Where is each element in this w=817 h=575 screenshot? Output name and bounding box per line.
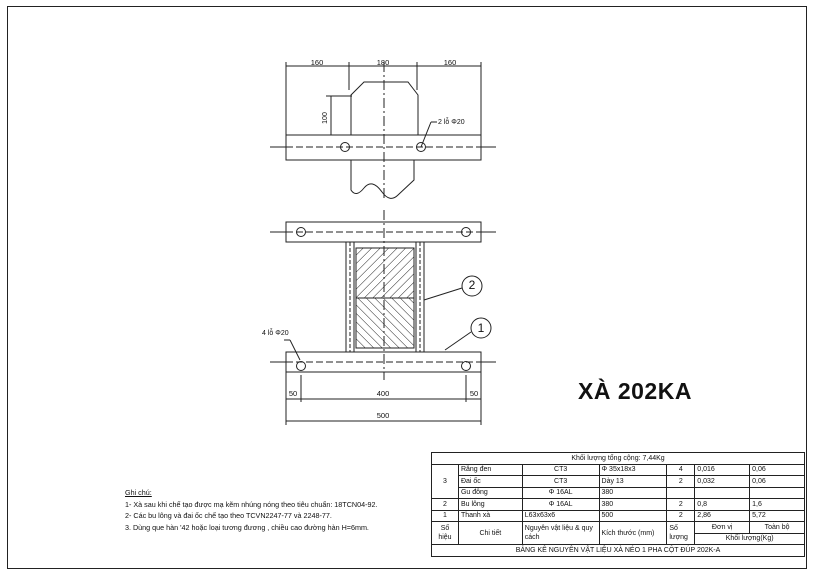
header-no: Số hiệu bbox=[432, 522, 459, 545]
header-total: Toàn bộ bbox=[750, 522, 805, 534]
cell-qty bbox=[667, 487, 695, 499]
cell-no: 2 bbox=[432, 499, 459, 511]
cell-qty: 2 bbox=[667, 476, 695, 488]
cell-mat: Φ 16AL bbox=[522, 499, 599, 511]
marker-1: 1 bbox=[477, 321, 485, 335]
hole-callout-bottom: 4 lỗ Φ20 bbox=[262, 330, 289, 337]
cell-size: 380 bbox=[599, 499, 667, 511]
table-header-row bbox=[432, 522, 805, 534]
hole-callout-top: 2 lỗ Φ20 bbox=[438, 119, 465, 126]
cell-total: 1,6 bbox=[750, 499, 805, 511]
dim-height-100: 100 bbox=[322, 112, 329, 124]
cell-unit: 2,86 bbox=[695, 510, 750, 522]
cell-mat: Φ 16AL bbox=[522, 487, 599, 499]
cell-no: 3 bbox=[432, 464, 459, 499]
dim-top-mid: 180 bbox=[376, 58, 390, 67]
note-line: 1- Xà sau khi chế tạo được mạ kẽm nhúng nóng theo tiêu chuẩn: 18TCN04-92. bbox=[125, 499, 378, 509]
cell-mat: CT3 bbox=[522, 464, 599, 476]
table-row bbox=[432, 487, 805, 499]
total-mass: Khối lượng tổng cộng: 7,44Kg bbox=[432, 453, 805, 465]
cell-total: 0,06 bbox=[750, 464, 805, 476]
cell-size: Dày 13 bbox=[599, 476, 667, 488]
cell-size: 500 bbox=[599, 510, 667, 522]
cell-mat: L63x63x6 bbox=[522, 510, 599, 522]
cell-name: Thanh xà bbox=[458, 510, 522, 522]
cell-unit: 0,032 bbox=[695, 476, 750, 488]
cell-total: 5,72 bbox=[750, 510, 805, 522]
dim-top-left: 160 bbox=[310, 58, 324, 67]
header-qty: Số lượng bbox=[667, 522, 695, 545]
table-total-row bbox=[432, 453, 805, 465]
dim-bot-50-right: 50 bbox=[469, 389, 479, 398]
cell-no: 1 bbox=[432, 510, 459, 522]
table-row bbox=[432, 476, 805, 488]
cell-name: Bu lông bbox=[458, 499, 522, 511]
cell-qty: 4 bbox=[667, 464, 695, 476]
dim-bot-400: 400 bbox=[376, 389, 390, 398]
top-view bbox=[270, 62, 496, 200]
note-line: 3. Dùng que hàn '42 hoặc loại tương đương , chiều cao đường hàn H=6mm. bbox=[125, 522, 369, 532]
header-mass: Khối lượng(Kg) bbox=[695, 533, 805, 545]
note-line: 2- Các bu lông và đai ốc chế tạo theo TCVN2247-77 và 2248-77. bbox=[125, 511, 332, 520]
table-row bbox=[432, 510, 805, 522]
table-row bbox=[432, 499, 805, 511]
marker-2: 2 bbox=[468, 278, 476, 292]
table-row bbox=[432, 464, 805, 476]
cell-total: 0,06 bbox=[750, 476, 805, 488]
cell-mat: CT3 bbox=[522, 476, 599, 488]
cell-name: Đai ốc bbox=[458, 476, 522, 488]
cell-unit: 0,016 bbox=[695, 464, 750, 476]
notes-heading: Ghi chú: bbox=[125, 488, 152, 497]
cell-unit bbox=[695, 487, 750, 499]
drawing-title: XÀ 202KA bbox=[578, 378, 692, 404]
dim-top-right: 160 bbox=[443, 58, 457, 67]
table-caption-row bbox=[432, 545, 805, 557]
cell-name: Gu đông bbox=[458, 487, 522, 499]
cell-qty: 2 bbox=[667, 510, 695, 522]
cell-name: Răng đen bbox=[458, 464, 522, 476]
cell-size: 380 bbox=[599, 487, 667, 499]
dim-bot-50-left: 50 bbox=[288, 389, 298, 398]
header-mat: Nguyên vật liệu & quy cách bbox=[522, 522, 599, 545]
header-unit: Đơn vị bbox=[695, 522, 750, 534]
cell-size: Φ 35x18x3 bbox=[599, 464, 667, 476]
table-caption: BẢNG KÊ NGUYÊN VẬT LIỆU XÀ NÉO 1 PHA CỘT ĐÚP 202K-A bbox=[432, 545, 805, 557]
bill-of-materials-table bbox=[431, 452, 805, 557]
header-size: Kích thước (mm) bbox=[599, 522, 667, 545]
cell-unit: 0,8 bbox=[695, 499, 750, 511]
dim-bot-500: 500 bbox=[376, 411, 390, 420]
cell-total bbox=[750, 487, 805, 499]
notes-block bbox=[125, 487, 377, 533]
cell-qty: 2 bbox=[667, 499, 695, 511]
header-name: Chi tiết bbox=[458, 522, 522, 545]
